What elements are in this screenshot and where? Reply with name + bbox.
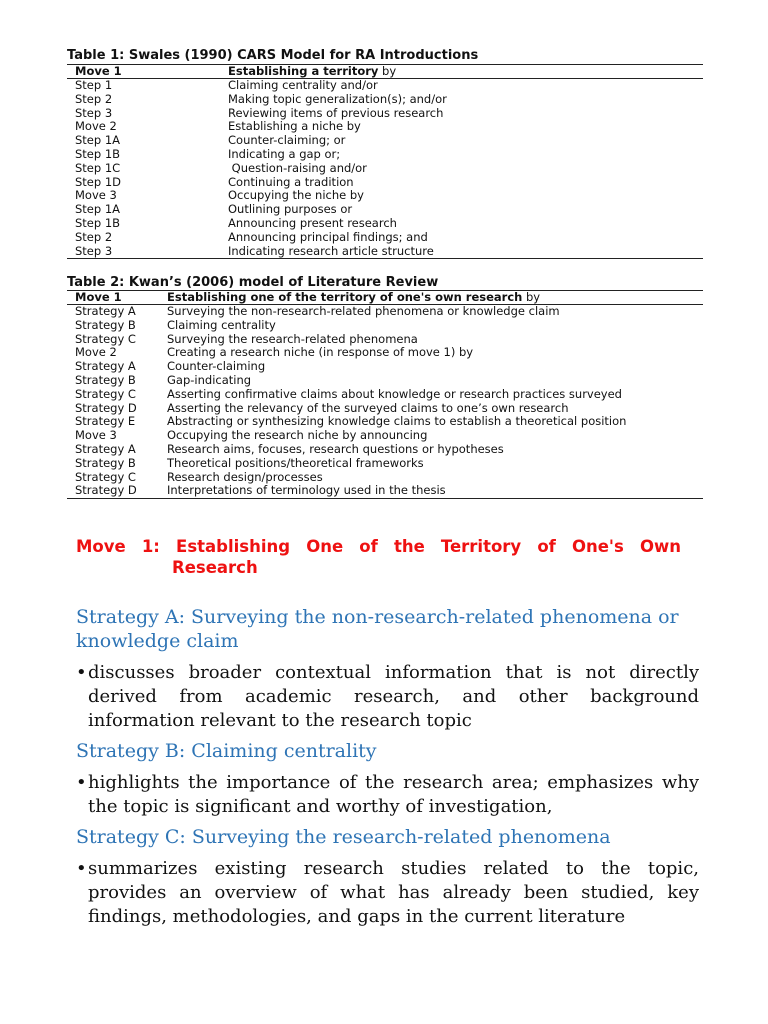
- move1-heading-word: of: [537, 537, 556, 556]
- table1-row-label: Step 1B: [75, 146, 121, 161]
- table2-row-label: Strategy B: [75, 317, 136, 332]
- table1-row-text: Counter-claiming; or: [228, 134, 346, 148]
- move1-heading-word: Territory: [440, 537, 522, 556]
- table1-row: [67, 217, 703, 231]
- table2-row-text: Asserting confirmative claims about knowledge or research practices surveyed: [167, 387, 622, 401]
- table1-row: [67, 203, 703, 217]
- table2-row-label: Strategy B: [75, 455, 136, 470]
- table1-header-row: [67, 65, 703, 79]
- move1-heading-line1: [76, 536, 681, 557]
- table2-row-label: Strategy C: [75, 331, 136, 346]
- strategy-a-bullet-text: discusses broader contextual information that is not directly derived from academic research, and other background information relevant to the research topic: [88, 662, 699, 731]
- strategy-a-bullet: [76, 661, 699, 733]
- table2-row: [67, 457, 703, 471]
- strategy-a-section: [76, 605, 699, 733]
- table1-row: [67, 148, 703, 162]
- move1-heading-word: 1:: [141, 537, 160, 556]
- table1-row-text: Indicating a gap or;: [228, 147, 341, 161]
- table2-row-text: Research aims, focuses, research questions or hypotheses: [167, 442, 504, 456]
- move1-heading-word: the: [393, 537, 425, 556]
- table2-row-text: Surveying the non-research-related phenomena or knowledge claim: [167, 305, 560, 318]
- strategy-a-heading: Strategy A: Surveying the non-research-related phenomena or knowledge claim: [76, 606, 679, 652]
- table1-row: [67, 162, 703, 176]
- table2-row-text: Asserting the relevancy of the surveyed claims to one’s own research: [167, 401, 569, 415]
- strategy-c-bullet-text: summarizes existing research studies related to the topic, provides an overview of what has already been studied, key findings, methodologies, and gaps in the current literature: [88, 858, 699, 927]
- table1-row-label: Step 1D: [75, 174, 122, 189]
- table2-row-label: Strategy E: [75, 414, 136, 429]
- table2-row-text: Abstracting or synthesizing knowledge claims to establish a theoretical position: [167, 415, 627, 429]
- table2-row: [67, 319, 703, 333]
- table2-row-label: Move 2: [75, 345, 117, 360]
- move1-heading-word: One's: [571, 537, 624, 556]
- move1-heading-word: Establishing: [176, 537, 291, 556]
- strategy-b-section: [76, 739, 699, 819]
- table1-row: [67, 134, 703, 148]
- table2-row: [67, 374, 703, 388]
- table1-row-text: Announcing principal findings; and: [228, 230, 428, 244]
- strategy-c-bullet: [76, 857, 699, 929]
- table1-row: [67, 93, 703, 107]
- table2-row-text: Interpretations of terminology used in the thesis: [167, 484, 446, 498]
- table1-header-col2-bold: Establishing a territory: [228, 65, 379, 78]
- table2-row-label: Strategy B: [75, 372, 136, 387]
- table2-row-label: Strategy C: [75, 469, 136, 484]
- table1-row-label: Step 1A: [75, 202, 121, 217]
- table2-row-label: Strategy D: [75, 400, 137, 415]
- table1-row-label: Step 3: [75, 105, 113, 120]
- table2-row: [67, 333, 703, 347]
- move1-heading-word: of: [359, 537, 378, 556]
- table2-row-label: Strategy A: [75, 359, 136, 374]
- table2-row: [67, 388, 703, 402]
- table1-row: [67, 120, 703, 134]
- table1-row-text: Claiming centrality and/or: [228, 79, 378, 92]
- table2-row-text: Claiming centrality: [167, 318, 276, 332]
- table1-row-text: Indicating research article structure: [228, 244, 434, 258]
- table1-row-label: Move 3: [75, 188, 117, 203]
- table1-row: [67, 231, 703, 245]
- table2-row-label: Strategy A: [75, 304, 136, 318]
- table1-row: [67, 176, 703, 190]
- table1-row-label: Step 3: [75, 243, 113, 258]
- table2-header-row: [67, 291, 703, 305]
- strategy-b-heading: Strategy B: Claiming centrality: [76, 740, 377, 762]
- table1-row-text: Reviewing items of previous research: [228, 106, 444, 120]
- table2-header-col2-bold: Establishing one of the territory of one's own research: [167, 291, 523, 304]
- table1-row-label: Step 2: [75, 229, 113, 244]
- table2-row: [67, 305, 703, 319]
- move1-heading-word: One: [306, 537, 344, 556]
- table1-row-label: Step 1: [75, 78, 113, 92]
- table2-row-text: Counter-claiming: [167, 360, 266, 374]
- table2-header-col1: Move 1: [75, 290, 122, 304]
- table2-row-text: Gap-indicating: [167, 373, 252, 387]
- table1-row-text: Occupying the niche by: [228, 189, 364, 203]
- table1-row-label: Step 1B: [75, 215, 121, 230]
- table2-row-text: Creating a research niche (in response of move 1) by: [167, 346, 474, 360]
- strategy-c-section: [76, 825, 699, 929]
- table1-row-label: Step 1A: [75, 133, 121, 148]
- table1-row: [67, 107, 703, 121]
- table1-row-label: Step 1C: [75, 160, 121, 175]
- move1-heading: [76, 536, 681, 578]
- strategy-b-bullet: [76, 771, 699, 819]
- table2-body: [67, 305, 703, 498]
- table2-row: [67, 346, 703, 360]
- table1-row-text: Question-raising and/or: [228, 161, 367, 175]
- strategy-b-bullet-text: highlights the importance of the research area; emphasizes why the topic is significant and worthy of investigation,: [88, 772, 699, 817]
- bullet-marker: •: [76, 858, 87, 879]
- table1-row: [67, 189, 703, 203]
- table2-row: [67, 360, 703, 374]
- table1-header-col2-rest: by: [378, 65, 397, 78]
- table1-header-col1: Move 1: [75, 64, 122, 78]
- table2-row-text: Research design/processes: [167, 470, 323, 484]
- move1-heading-word: Own: [639, 537, 681, 556]
- table2-row-text: Surveying the research-related phenomena: [167, 332, 418, 346]
- table1-row: [67, 79, 703, 93]
- table1-body: [67, 79, 703, 258]
- table2-row: [67, 429, 703, 443]
- table2-row-label: Strategy A: [75, 441, 136, 456]
- table2-title: Table 2: Kwan’s (2006) model of Literature Review: [67, 275, 439, 290]
- table1: [67, 64, 703, 259]
- table1-row-text: Continuing a tradition: [228, 175, 354, 189]
- table1-row-text: Making topic generalization(s); and/or: [228, 92, 447, 106]
- table1-row: [67, 245, 703, 259]
- move1-heading-line2: Research: [172, 558, 258, 577]
- table2-row: [67, 402, 703, 416]
- table1-title: Table 1: Swales (1990) CARS Model for RA Introductions: [67, 48, 479, 63]
- table2-row: [67, 471, 703, 485]
- table1-row-label: Step 2: [75, 91, 113, 106]
- table1-header-col2: [228, 65, 703, 78]
- table2-header-col2: [167, 291, 703, 304]
- table2-row: [67, 443, 703, 457]
- table2-row-label: Move 3: [75, 428, 117, 443]
- table2-row-label: Strategy C: [75, 386, 136, 401]
- table2-row: [67, 484, 703, 498]
- table2: [67, 290, 703, 499]
- table2-row-text: Theoretical positions/theoretical frameworks: [167, 456, 424, 470]
- move1-heading-word: Move: [76, 537, 126, 556]
- bullet-marker: •: [76, 772, 87, 793]
- strategy-c-heading: Strategy C: Surveying the research-related phenomena: [76, 826, 611, 848]
- table1-row-text: Establishing a niche by: [228, 120, 361, 134]
- table1-row-text: Outlining purposes or: [228, 203, 353, 217]
- table1-row-text: Announcing present research: [228, 216, 397, 230]
- table2-row-text: Occupying the research niche by announcing: [167, 429, 428, 443]
- bullet-marker: •: [76, 662, 87, 683]
- table2-row: [67, 415, 703, 429]
- table2-header-col2-rest: by: [522, 291, 541, 304]
- table1-row-label: Move 2: [75, 119, 117, 134]
- table2-row-label: Strategy D: [75, 483, 137, 498]
